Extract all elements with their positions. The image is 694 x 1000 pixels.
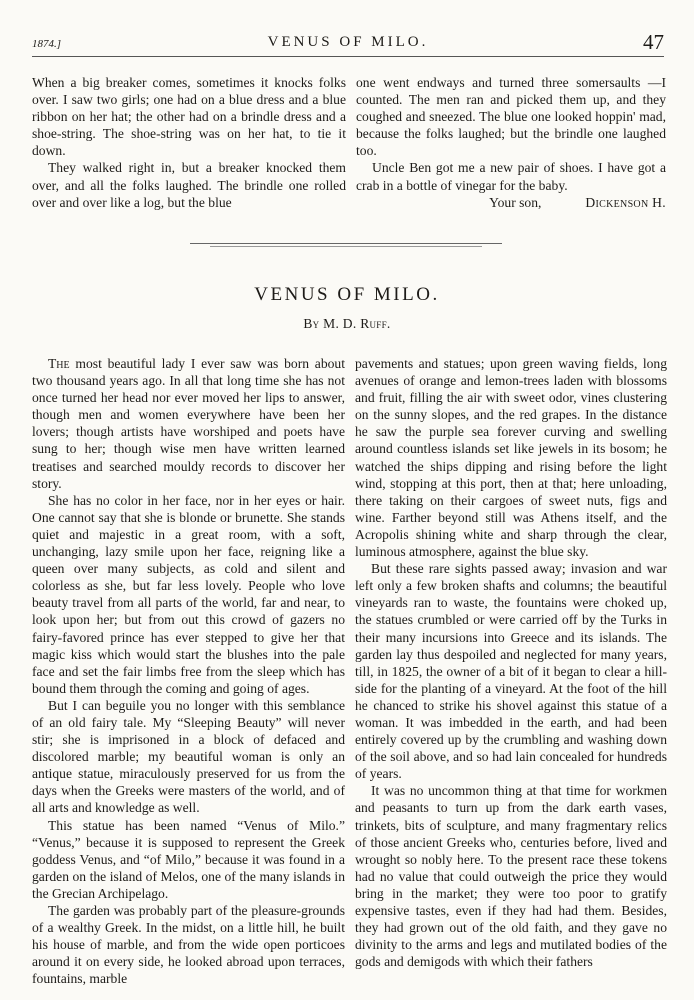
section-divider-secondary [210,246,482,247]
letter-column-left [32,74,346,211]
article-title: VENUS OF MILO. [254,284,440,305]
article-byline [0,316,694,332]
letter-signature: Dickenson H. [585,194,666,210]
opening-text: most beautiful lady I ever saw was born about two thousand years ago. In all that long time she has not once turned her head nor ever moved her lips to answer, though men and women everywhere have been her lovers; though artists have worshiped and poets have sung to her; though wise men have written learned treatises and searched mouldy records to discover her story. [32,356,345,491]
paragraph: pavements and statues; upon green waving fields, long avenues of orange and lemon-trees laden with blossoms and fruit, filling the air with sweet odor, vines clustering on the sunny slopes, and the red grapes. In the distance he saw the purple sea forever curving and swelling around countless islands set like jewels in its bosom; he watched the ships dipping and rising before the light wind, stopping at this port, then at that; here unloading, there taking on their cargoes of sweet nuts, figs and wine. Farther beyond still was Athens itself, and the Acropolis shining white and sharp through the clear, luminous atmosphere, against the blue sky. [355,356,667,560]
paragraph: She has no color in her face, nor in her eyes or hair. One cannot say that she is blonde or brunette. She stands quiet and majestic in a great room, with a soft, unchanging, lazy smile upon her face, reigning like a queen over many subjects, as cold and silent and colorless as she, but far less lovely. People who love beauty travel from all parts of the world, far and near, to look upon her; but from out this crowd of gazers no fairy-favored prince has ever stepped to give her that magic kiss which would start the blushes into the pale face and set the fair limbs free from the sleep which has bound them through the coming and going of ages. [32,492,345,696]
paragraph [32,355,345,492]
paragraph: When a big breaker comes, sometimes it knocks folks over. I saw two girls; one had on a blue dress and a blue ribbon on her hat; the other had on a brindle dress and a shoe-string. The shoe-string was on her hat, to tie it down. [32,75,346,159]
paragraph: Uncle Ben got me a new pair of shoes. I have got a crab in a bottle of vinegar for the baby. [356,160,666,193]
paragraph: But these rare sights passed away; invasion and war left only a few broken shafts and columns; the beautiful vineyards ran to waste, the fountains were choked up, the statues crumbled or were carried off by the Turks in their many incursions into Greece and its islands. The garden lay thus despoiled and neglected for many years, till, in 1825, the owner of a bit of it began to clear a hill-side for the planting of a vineyard. At the foot of the hill he chanced to strike his shovel against this statue of a woman. It was imbedded in the earth, and had been entirely covered up by the crumbling and washing down of the soil above, and so had lain concealed for hundreds of years. [355,561,667,782]
paragraph: This statue has been named “Venus of Milo.” “Venus,” because it is supposed to represent the Greek goddess Venus, and “of Milo,” because it was found in a garden on the island of Melos, one of the many islands in the Grecian Archipelago. [32,817,345,901]
header-year: 1874.] [32,38,62,50]
running-header [32,30,664,57]
page-number: 47 [643,30,664,54]
article-column-left [32,355,345,987]
letter-signoff [356,194,666,211]
letter-closing: Your son, [489,194,542,210]
paragraph: They walked right in, but a breaker knocked them over, and all the folks laughed. The brindle one rolled over and over like a log, but the blue [32,160,346,210]
byline-text: By M. D. Ruff. [303,316,391,331]
article-column-right [355,355,667,970]
paragraph: It was no uncommon thing at that time for workmen and peasants to turn up from the dark earth vases, trinkets, bits of sculpture, and many fragmentary relics of those ancient Greeks who, centuries before, lived and wrought so nobly here. To the present race these tokens had no value that could outweigh the price they would bring in the market; they were too poor to gratify expensive tastes, even if they had had them. Besides, they had grown out of the old faith, and they gave no divinity to the arms and legs and mutilated bodies of the gods and demigods with which their fathers [355,783,667,970]
opening-word: The [48,356,70,371]
paragraph: The garden was probably part of the pleasure-grounds of a wealthy Greek. In the midst, on a little hill, he built his house of marble, and from the wide open porticoes around it on every side, he looked abroad upon terraces, fountains, marble [32,903,345,987]
letter-column-right [356,74,666,211]
paragraph: But I can beguile you no longer with this semblance of an old fairy tale. My “Sleeping Beauty” will never stir; she is imprisoned in a block of defaced and discolored marble; my beautiful woman is only an antique statue, miraculously preserved for us from the days when the Greeks were masters of the world, and of all arts and knowledge as well. [32,697,345,816]
header-running-title: VENUS OF MILO. [267,34,429,50]
section-divider [190,243,502,244]
paragraph: one went endways and turned three somersaults —I counted. The men ran and picked them up, and they coughed and sneezed. The blue one looked hoppin' mad, because the folks laughed; but the brindle one laughed too. [356,75,666,159]
